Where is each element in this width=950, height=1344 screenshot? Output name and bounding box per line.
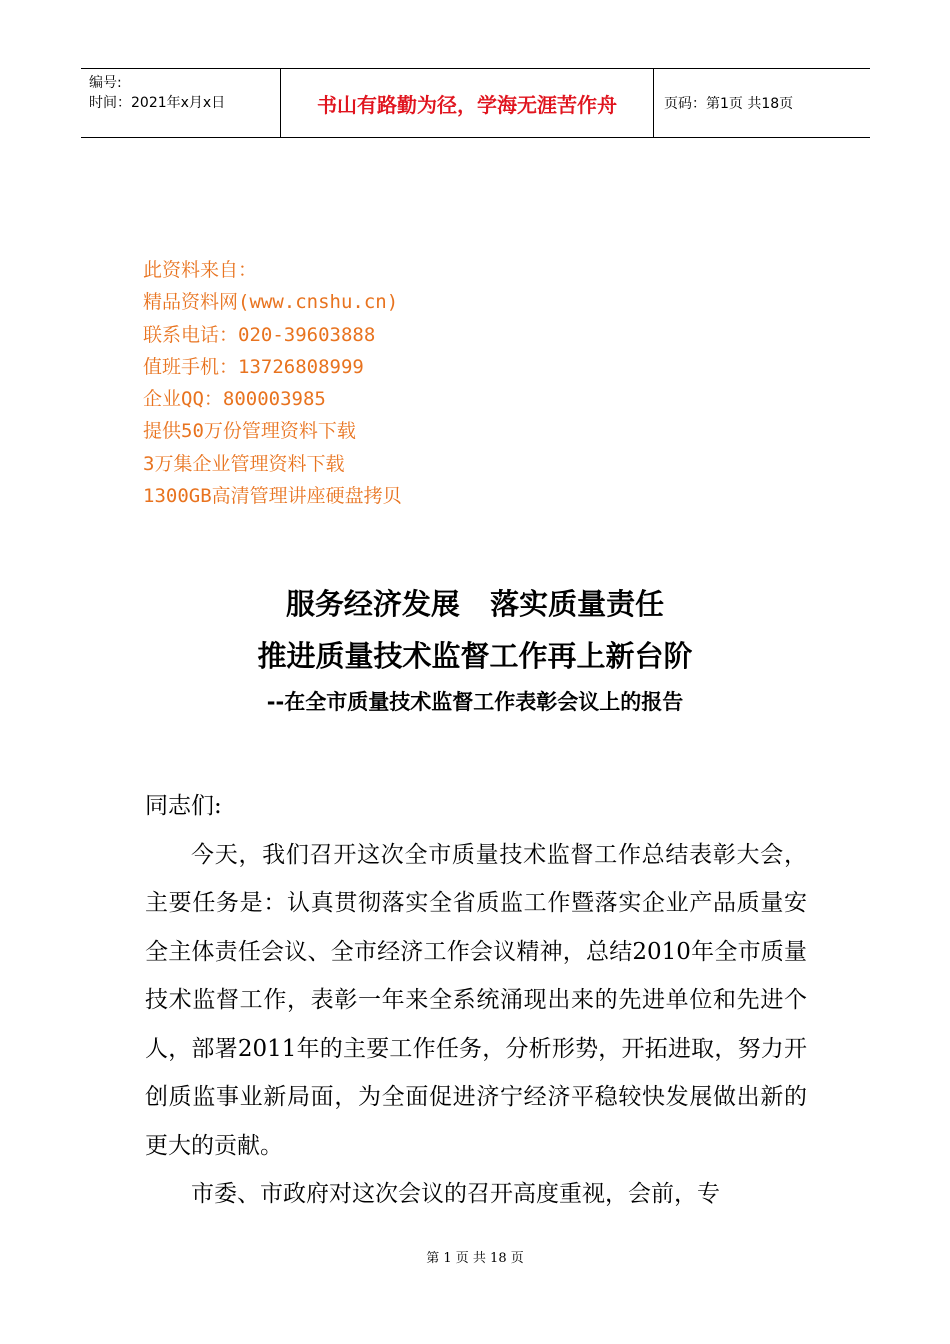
salutation: 同志们:: [145, 793, 222, 819]
source-line: 企业QQ：800003985: [143, 388, 326, 411]
document-subtitle: --在全市质量技术监督工作表彰会议上的报告: [266, 690, 684, 714]
document-body: [145, 782, 807, 1219]
paragraph: 市委、市政府对这次会议的召开高度重视，会前，专: [191, 1181, 720, 1207]
header-page-info: 页码：第1页 共18页: [664, 96, 794, 112]
source-line: 提供50万份管理资料下载: [143, 420, 356, 443]
document-header: [81, 68, 870, 138]
title-line-2: 推进质量技术监督工作再上新台阶: [257, 639, 693, 673]
paragraph: 今天，我们召开这次全市质量技术监督工作总结表彰大会，主要任务是：认真贯彻落实全省质监工作暨落实企业产品质量安全主体责任会议、全市经济工作会议精神，总结2010年全市质量技术监督工作，表彰一年来全系统涌现出来的先进单位和先进个人，部署2011年的主要工作任务，分析形势，开拓进取，努力开创质监事业新局面，为全面促进济宁经济平稳较快发展做出新的更大的贡献。: [145, 841, 807, 1159]
source-info: [143, 254, 402, 512]
source-line: 3万集企业管理资料下载: [143, 452, 345, 475]
source-line: 值班手机：13726808999: [143, 355, 364, 378]
source-line: 联系电话：020-39603888: [143, 323, 376, 346]
source-line: 精品资料网(www.cnshu.cn): [143, 291, 399, 314]
header-meta: [81, 69, 281, 137]
time-label: 时间：2021年x月x日: [89, 95, 226, 111]
source-line: 1300GB高清管理讲座硬盘拷贝: [143, 485, 402, 508]
title-line-1: 服务经济发展 落实质量责任: [285, 587, 665, 621]
document-title: [0, 578, 950, 724]
page-footer: 第 1 页 共 18 页: [426, 1251, 524, 1266]
serial-label: 编号:: [89, 75, 122, 91]
source-line: 此资料来自：: [143, 259, 258, 281]
header-motto: 书山有路勤为径，学海无涯苦作舟: [281, 69, 654, 137]
